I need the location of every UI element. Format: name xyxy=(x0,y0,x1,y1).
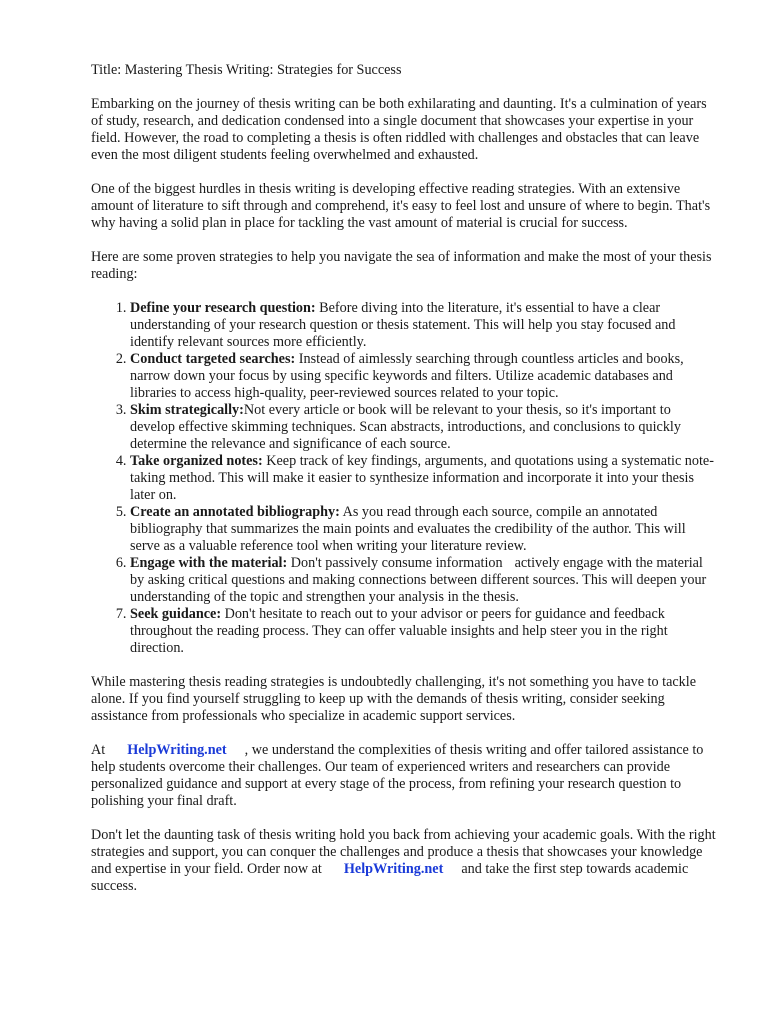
intro-paragraph-1: Embarking on the journey of thesis writing can be both exhilarating and daunting. It's a culmination of years of study, research, and dedication condensed into a single document that showcases your expertise in your field. However, the road to completing a thesis is often riddled with challenges and obstacles that can leave even the most diligent students feeling overwhelmed and exhausted. xyxy=(91,96,707,163)
strategy-text: Not every article or book will be relevant to your thesis, so it's important to develop effective skimming techniques. Scan abstracts, introductions, and conclusions to quickly determine the relevance and significance of each source. xyxy=(130,402,681,452)
strategy-term: Engage with the material: xyxy=(130,555,288,571)
strategy-term: Seek guidance: xyxy=(130,606,222,622)
strategy-term: Create an annotated bibliography: xyxy=(130,504,340,520)
strategy-text-continued: actively engage with the material by asking critical questions and making connections between different sources. This will deepen your understanding of the topic and strengthen your analysis in the thesis. xyxy=(130,555,707,605)
strategy-text: Don't passively consume information xyxy=(290,555,503,571)
paragraph-rest: and take the first step towards academic success. xyxy=(91,861,689,894)
strategy-term: Skim strategically: xyxy=(130,402,244,418)
intro-paragraph-3: Here are some proven strategies to help you navigate the sea of information and make the most of your thesis reading: xyxy=(91,249,712,282)
strategy-text: As you read through each source, compile an annotated bibliography that summarizes the main points and evaluates the credibility of the author. This will serve as a valuable reference tool when writing your literature review. xyxy=(130,504,686,554)
list-item xyxy=(130,402,719,453)
list-item xyxy=(130,555,719,606)
strategy-list xyxy=(91,300,719,657)
strategy-text: Instead of aimlessly searching through countless articles and books, narrow down your focus by using specific keywords and filters. Utilize academic databases and libraries to access high-quality, peer-reviewed sources related to your topic. xyxy=(130,351,684,401)
strategy-text: Don't hesitate to reach out to your advisor or peers for guidance and feedback throughout the reading process. They can offer valuable insights and help steer you in the right direction. xyxy=(130,606,668,656)
list-item xyxy=(130,453,719,504)
paragraph-lead: Don't let the daunting task of thesis writing hold you back from achieving your academic goals. With the right strategies and support, you can conquer the challenges and produce a thesis that showcases your knowledge and expertise in your field. Order now at xyxy=(91,827,716,877)
helpwriting-link-order[interactable]: HelpWriting.net xyxy=(343,861,444,877)
strategy-text: Keep track of key findings, arguments, and quotations using a systematic note-taking method. This will make it easier to synthesize information and incorporate it into your thesis later on. xyxy=(130,453,714,503)
strategy-text: Before diving into the literature, it's essential to have a clear understanding of your research question or thesis statement. This will help you stay focused and identify relevant sources more efficiently. xyxy=(130,300,676,350)
closing-paragraph-2 xyxy=(91,742,719,810)
helpwriting-link[interactable]: HelpWriting.net xyxy=(127,742,227,758)
closing-paragraph-1: While mastering thesis reading strategies is undoubtedly challenging, it's not something you have to tackle alone. If you find yourself struggling to keep up with the demands of thesis writing, consider seeking assistance from professionals who specialize in academic support services. xyxy=(91,674,696,724)
paragraph-rest: , we understand the complexities of thesis writing and offer tailored assistance to help students overcome their challenges. Our team of experienced writers and researchers can provide personalized guidance and support at every stage of the process, from refining your research question to polishing your final draft. xyxy=(91,742,704,809)
document-title: Title: Mastering Thesis Writing: Strategies for Success xyxy=(91,62,402,78)
strategy-term: Define your research question: xyxy=(130,300,316,316)
intro-paragraph-2: One of the biggest hurdles in thesis writing is developing effective reading strategies. With an extensive amount of literature to sift through and comprehend, it's easy to feel lost and unsure of where to begin. That's why having a solid plan in place for tackling the vast amount of material is crucial for success. xyxy=(91,181,711,231)
paragraph-lead: At xyxy=(91,742,106,758)
document-page xyxy=(91,62,719,912)
strategy-term: Take organized notes: xyxy=(130,453,263,469)
closing-paragraph-3 xyxy=(91,827,719,895)
strategy-term: Conduct targeted searches: xyxy=(130,351,296,367)
list-item xyxy=(130,351,719,402)
list-item xyxy=(130,504,719,555)
list-item xyxy=(130,606,719,657)
list-item xyxy=(130,300,719,351)
